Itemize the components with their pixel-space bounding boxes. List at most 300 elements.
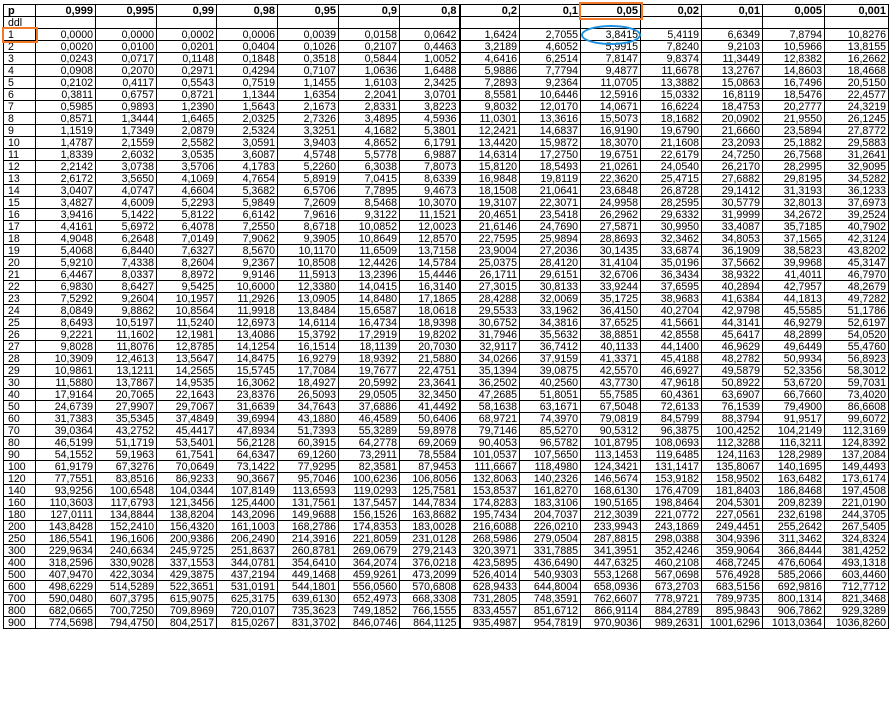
value-cell: 15,0863 (702, 77, 763, 89)
ddl-cell: 70 (4, 425, 36, 437)
value-cell: 49,7282 (825, 293, 889, 305)
p-column-header: 0,2 (460, 5, 520, 17)
value-cell: 8,5468 (339, 197, 400, 209)
value-cell: 36,1909 (702, 245, 763, 257)
value-cell: 731,2805 (460, 593, 520, 605)
value-cell: 27,9907 (96, 401, 157, 413)
value-cell: 10,3909 (36, 353, 96, 365)
ddl-header-blank (278, 17, 339, 29)
value-cell: 31,7383 (36, 413, 96, 425)
value-cell: 168,6130 (581, 485, 641, 497)
value-cell: 12,8570 (400, 233, 460, 245)
value-cell: 25,1882 (763, 137, 825, 149)
value-cell: 8,5670 (217, 245, 278, 257)
value-cell: 3,9403 (278, 137, 339, 149)
ddl-cell: 4 (4, 65, 36, 77)
value-cell: 79,4900 (763, 401, 825, 413)
value-cell: 1,6465 (157, 113, 217, 125)
value-cell: 3,8223 (400, 101, 460, 113)
value-cell: 59,8978 (400, 425, 460, 437)
value-cell: 522,3651 (157, 581, 217, 593)
value-cell: 3,5650 (96, 173, 157, 185)
value-cell: 22,4751 (400, 365, 460, 377)
value-cell: 6,2648 (96, 233, 157, 245)
value-cell: 44,3141 (702, 317, 763, 329)
value-cell: 304,9396 (702, 533, 763, 545)
value-cell: 14,6837 (520, 125, 581, 137)
value-cell: 1,8339 (36, 149, 96, 161)
value-cell: 29,1412 (702, 185, 763, 197)
value-cell: 9,8032 (460, 101, 520, 113)
value-cell: 0,4463 (400, 41, 460, 53)
value-cell: 4,8652 (339, 137, 400, 149)
value-cell: 0,8721 (157, 89, 217, 101)
value-cell: 381,4252 (825, 545, 889, 557)
value-cell: 195,7434 (460, 509, 520, 521)
value-cell: 590,0480 (36, 593, 96, 605)
ddl-cell: 8 (4, 113, 36, 125)
value-cell: 21,0641 (520, 185, 581, 197)
value-cell: 0,5844 (339, 53, 400, 65)
value-cell: 26,2962 (581, 209, 641, 221)
value-cell: 748,3591 (520, 593, 581, 605)
value-cell: 7,2550 (217, 221, 278, 233)
value-cell: 35,1394 (460, 365, 520, 377)
value-cell: 10,1957 (157, 293, 217, 305)
value-cell: 31,4104 (581, 257, 641, 269)
value-cell: 8,5581 (460, 89, 520, 101)
value-cell: 2,2041 (339, 89, 400, 101)
table-row (4, 413, 889, 425)
value-cell: 8,2604 (157, 257, 217, 269)
value-cell: 5,6972 (96, 221, 157, 233)
value-cell: 153,8537 (460, 485, 520, 497)
value-cell: 44,1400 (641, 341, 702, 353)
value-cell: 12,4613 (96, 353, 157, 365)
value-cell: 137,2084 (825, 449, 889, 461)
ddl-cell: 250 (4, 533, 36, 545)
value-cell: 7,4338 (96, 257, 157, 269)
value-cell: 6,9830 (36, 281, 96, 293)
value-cell: 231,0128 (400, 533, 460, 545)
ddl-cell: 1 (4, 29, 36, 41)
value-cell: 17,2750 (520, 149, 581, 161)
value-cell: 3,0591 (217, 137, 278, 149)
table-row (4, 569, 889, 581)
value-cell: 26,5093 (278, 389, 339, 401)
value-cell: 5,8919 (278, 173, 339, 185)
value-cell: 28,2595 (641, 197, 702, 209)
value-cell: 7,8794 (763, 29, 825, 41)
value-cell: 437,2194 (217, 569, 278, 581)
value-cell: 48,2899 (763, 329, 825, 341)
value-cell: 124,1163 (702, 449, 763, 461)
value-cell: 143,2096 (217, 509, 278, 521)
value-cell: 36,2502 (460, 377, 520, 389)
value-cell: 69,2069 (400, 437, 460, 449)
value-cell: 29,6332 (641, 209, 702, 221)
value-cell: 52,6197 (825, 317, 889, 329)
value-cell: 46,5199 (36, 437, 96, 449)
value-cell: 101,0537 (460, 449, 520, 461)
value-cell: 232,6198 (763, 509, 825, 521)
value-cell: 41,6384 (702, 293, 763, 305)
value-cell: 38,5823 (763, 245, 825, 257)
value-cell: 24,3219 (825, 101, 889, 113)
value-cell: 20,4651 (460, 209, 520, 221)
value-cell: 42,3124 (825, 233, 889, 245)
value-cell: 11,6509 (339, 245, 400, 257)
value-cell: 23,6848 (581, 185, 641, 197)
value-cell: 0,2971 (157, 65, 217, 77)
value-cell: 364,2074 (339, 557, 400, 569)
value-cell: 989,2631 (641, 617, 702, 629)
value-cell: 260,8781 (278, 545, 339, 557)
table-row (4, 149, 889, 161)
value-cell: 279,0504 (520, 533, 581, 545)
value-cell: 8,0849 (36, 305, 96, 317)
value-cell: 39,0364 (36, 425, 96, 437)
value-cell: 10,5966 (763, 41, 825, 53)
ddl-cell: 26 (4, 329, 36, 341)
table-row (4, 209, 889, 221)
value-cell: 1,2390 (157, 101, 217, 113)
value-cell: 53,5401 (157, 437, 217, 449)
value-cell: 47,8934 (217, 425, 278, 437)
value-cell: 12,1981 (157, 329, 217, 341)
value-cell: 9,8028 (36, 341, 96, 353)
value-cell: 0,2107 (339, 41, 400, 53)
value-cell: 15,8120 (460, 161, 520, 173)
p-column-header: 0,99 (157, 5, 217, 17)
value-cell: 14,1254 (217, 341, 278, 353)
value-cell: 556,0560 (339, 581, 400, 593)
value-cell: 324,8324 (825, 533, 889, 545)
value-cell: 34,5282 (825, 173, 889, 185)
value-cell: 7,9616 (278, 209, 339, 221)
value-cell: 31,6639 (217, 401, 278, 413)
value-cell: 14,0671 (581, 101, 641, 113)
value-cell: 17,2919 (339, 329, 400, 341)
value-cell: 774,5698 (36, 617, 96, 629)
value-cell: 5,3682 (217, 185, 278, 197)
value-cell: 526,4014 (460, 569, 520, 581)
table-row (4, 161, 889, 173)
value-cell: 132,8063 (460, 473, 520, 485)
value-cell: 63,6907 (702, 389, 763, 401)
table-row (4, 305, 889, 317)
value-cell: 30,1435 (581, 245, 641, 257)
value-cell: 1001,6296 (702, 617, 763, 629)
ddl-cell: 7 (4, 101, 36, 113)
value-cell: 124,3421 (581, 461, 641, 473)
table-row (4, 125, 889, 137)
value-cell: 6,4467 (36, 269, 96, 281)
ddl-cell: 3 (4, 53, 36, 65)
table-row (4, 557, 889, 569)
value-cell: 6,9887 (400, 149, 460, 161)
value-cell: 36,3434 (641, 269, 702, 281)
value-cell: 31,3193 (763, 185, 825, 197)
value-cell: 7,2893 (460, 77, 520, 89)
value-cell: 884,2789 (641, 605, 702, 617)
value-cell: 45,6417 (702, 329, 763, 341)
value-cell: 100,4252 (702, 425, 763, 437)
value-cell: 91,9517 (763, 413, 825, 425)
value-cell: 41,3371 (581, 353, 641, 365)
value-cell: 13,7158 (400, 245, 460, 257)
value-cell: 69,1260 (278, 449, 339, 461)
ddl-cell: 60 (4, 413, 36, 425)
table-row (4, 65, 889, 77)
value-cell: 13,8155 (825, 41, 889, 53)
value-cell: 603,4460 (825, 569, 889, 581)
value-cell: 279,2143 (400, 545, 460, 557)
value-cell: 28,4288 (460, 293, 520, 305)
value-cell: 0,1026 (278, 41, 339, 53)
value-cell: 13,4420 (460, 137, 520, 149)
value-cell: 341,3951 (581, 545, 641, 557)
value-cell: 212,3039 (581, 509, 641, 521)
ddl-label: ddl (4, 17, 36, 29)
value-cell: 1,6424 (460, 29, 520, 41)
value-cell: 0,2102 (36, 77, 96, 89)
value-cell: 18,3070 (581, 137, 641, 149)
value-cell: 13,8484 (278, 305, 339, 317)
value-cell: 52,3356 (763, 365, 825, 377)
value-cell: 468,7245 (702, 557, 763, 569)
ddl-cell: 18 (4, 233, 36, 245)
value-cell: 36,4150 (581, 305, 641, 317)
table-row (4, 53, 889, 65)
value-cell: 20,2777 (763, 101, 825, 113)
value-cell: 6,8440 (96, 245, 157, 257)
value-cell: 851,6712 (520, 605, 581, 617)
value-cell: 137,5457 (339, 497, 400, 509)
value-cell: 183,3106 (520, 497, 581, 509)
value-cell: 0,0201 (157, 41, 217, 53)
value-cell: 821,3468 (825, 593, 889, 605)
ddl-cell: 11 (4, 149, 36, 161)
value-cell: 51,1719 (96, 437, 157, 449)
value-cell: 36,1233 (825, 185, 889, 197)
value-cell: 1,1519 (36, 125, 96, 137)
value-cell: 41,4011 (763, 269, 825, 281)
value-cell: 197,4508 (825, 485, 889, 497)
value-cell: 8,6493 (36, 317, 96, 329)
value-cell: 19,7677 (339, 365, 400, 377)
ddl-header-blank (36, 17, 96, 29)
ddl-cell: 14 (4, 185, 36, 197)
value-cell: 33,9244 (581, 281, 641, 293)
value-cell: 544,1801 (278, 581, 339, 593)
value-cell: 30,5779 (702, 197, 763, 209)
value-cell: 29,6151 (520, 269, 581, 281)
value-cell: 161,8270 (520, 485, 581, 497)
value-cell: 243,1869 (641, 521, 702, 533)
value-cell: 2,5582 (157, 137, 217, 149)
value-cell: 833,4557 (460, 605, 520, 617)
value-cell: 13,2396 (339, 269, 400, 281)
value-cell: 9,2364 (520, 77, 581, 89)
value-cell: 10,0852 (339, 221, 400, 233)
value-cell: 1,0636 (339, 65, 400, 77)
value-cell: 5,5778 (339, 149, 400, 161)
ddl-cell: 2 (4, 41, 36, 53)
value-cell: 26,2170 (702, 161, 763, 173)
value-cell: 407,9470 (36, 569, 96, 581)
value-cell: 607,3795 (96, 593, 157, 605)
value-cell: 3,3251 (278, 125, 339, 137)
ddl-cell: 6 (4, 89, 36, 101)
table-row (4, 485, 889, 497)
value-cell: 138,8204 (157, 509, 217, 521)
value-cell: 131,1417 (641, 461, 702, 473)
table-row (4, 245, 889, 257)
value-cell: 127,0111 (36, 509, 96, 521)
table-row (4, 497, 889, 509)
value-cell: 749,1852 (339, 605, 400, 617)
value-cell: 7,9062 (217, 233, 278, 245)
value-cell: 3,6087 (217, 149, 278, 161)
value-cell: 72,6133 (641, 401, 702, 413)
ddl-cell: 5 (4, 77, 36, 89)
table-row (4, 197, 889, 209)
value-cell: 1,1344 (217, 89, 278, 101)
value-cell: 1,7349 (96, 125, 157, 137)
value-cell: 12,0023 (400, 221, 460, 233)
value-cell: 35,0196 (641, 257, 702, 269)
value-cell: 46,7970 (825, 269, 889, 281)
ddl-header-blank (763, 17, 825, 29)
value-cell: 135,8067 (702, 461, 763, 473)
table-row (4, 293, 889, 305)
value-cell: 473,2099 (400, 569, 460, 581)
value-cell: 23,8376 (217, 389, 278, 401)
value-cell: 226,0210 (520, 521, 581, 533)
value-cell: 567,0698 (641, 569, 702, 581)
value-cell: 269,0679 (339, 545, 400, 557)
value-cell: 46,4589 (339, 413, 400, 425)
value-cell: 0,0002 (157, 29, 217, 41)
value-cell: 174,8283 (460, 497, 520, 509)
value-cell: 156,4320 (157, 521, 217, 533)
value-cell: 14,6314 (460, 149, 520, 161)
value-cell: 95,7046 (278, 473, 339, 485)
ddl-header-blank (520, 17, 581, 29)
value-cell: 447,6325 (581, 557, 641, 569)
value-cell: 221,0772 (641, 509, 702, 521)
value-cell: 800,1314 (763, 593, 825, 605)
value-cell: 37,6595 (641, 281, 702, 293)
value-cell: 233,9943 (581, 521, 641, 533)
value-cell: 48,2679 (825, 281, 889, 293)
value-cell: 15,6587 (339, 305, 400, 317)
value-cell: 60,4361 (641, 389, 702, 401)
ddl-header-blank (581, 17, 641, 29)
value-cell: 11,9918 (217, 305, 278, 317)
value-cell: 55,7585 (581, 389, 641, 401)
value-cell: 22,3071 (520, 197, 581, 209)
value-cell: 104,0344 (157, 485, 217, 497)
value-cell: 30,9950 (641, 221, 702, 233)
value-cell: 33,1962 (520, 305, 581, 317)
value-cell: 31,2641 (825, 149, 889, 161)
value-cell: 39,2524 (825, 209, 889, 221)
value-cell: 0,0908 (36, 65, 96, 77)
value-cell: 198,8464 (641, 497, 702, 509)
value-cell: 23,5418 (520, 209, 581, 221)
value-cell: 163,8682 (400, 509, 460, 521)
value-cell: 18,0618 (400, 305, 460, 317)
value-cell: 23,2093 (702, 137, 763, 149)
value-cell: 16,2662 (825, 53, 889, 65)
value-cell: 121,3456 (157, 497, 217, 509)
value-cell: 73,1422 (217, 461, 278, 473)
table-row (4, 77, 889, 89)
value-cell: 5,9210 (36, 257, 96, 269)
value-cell: 0,0000 (96, 29, 157, 41)
value-cell: 0,0717 (96, 53, 157, 65)
value-cell: 204,7037 (520, 509, 581, 521)
value-cell: 459,9261 (339, 569, 400, 581)
table-row (4, 353, 889, 365)
value-cell: 1,3444 (96, 113, 157, 125)
value-cell: 23,3641 (400, 377, 460, 389)
table-row (4, 233, 889, 245)
value-cell: 2,6032 (96, 149, 157, 161)
value-cell: 79,7146 (460, 425, 520, 437)
value-cell: 146,5674 (581, 473, 641, 485)
value-cell: 21,9550 (763, 113, 825, 125)
value-cell: 77,7551 (36, 473, 96, 485)
table-row (4, 113, 889, 125)
value-cell: 866,9114 (581, 605, 641, 617)
ddl-cell: 16 (4, 209, 36, 221)
value-cell: 111,6667 (460, 461, 520, 473)
value-cell: 5,4119 (641, 29, 702, 41)
value-cell: 43,8202 (825, 245, 889, 257)
value-cell: 86,9233 (157, 473, 217, 485)
value-cell: 37,4849 (157, 413, 217, 425)
value-cell: 320,3971 (460, 545, 520, 557)
value-cell: 119,0293 (339, 485, 400, 497)
value-cell: 32,8013 (763, 197, 825, 209)
value-cell: 40,2560 (520, 377, 581, 389)
ddl-cell: 13 (4, 173, 36, 185)
value-cell: 100,6548 (96, 485, 157, 497)
value-cell: 26,1711 (460, 269, 520, 281)
value-cell: 43,7730 (581, 377, 641, 389)
value-cell: 106,8056 (400, 473, 460, 485)
value-cell: 17,9164 (36, 389, 96, 401)
value-cell: 5,9886 (460, 65, 520, 77)
value-cell: 0,1148 (157, 53, 217, 65)
value-cell: 90,5312 (581, 425, 641, 437)
value-cell: 40,7902 (825, 221, 889, 233)
value-cell: 112,3288 (702, 437, 763, 449)
ddl-cell: 900 (4, 617, 36, 629)
value-cell: 140,1695 (763, 461, 825, 473)
value-cell: 42,8558 (641, 329, 702, 341)
value-cell: 39,0875 (520, 365, 581, 377)
value-cell: 64,2778 (339, 437, 400, 449)
value-cell: 14,6114 (278, 317, 339, 329)
p-column-header: 0,001 (825, 5, 889, 17)
value-cell: 112,3169 (825, 425, 889, 437)
value-cell: 9,2604 (96, 293, 157, 305)
ddl-cell: 300 (4, 545, 36, 557)
